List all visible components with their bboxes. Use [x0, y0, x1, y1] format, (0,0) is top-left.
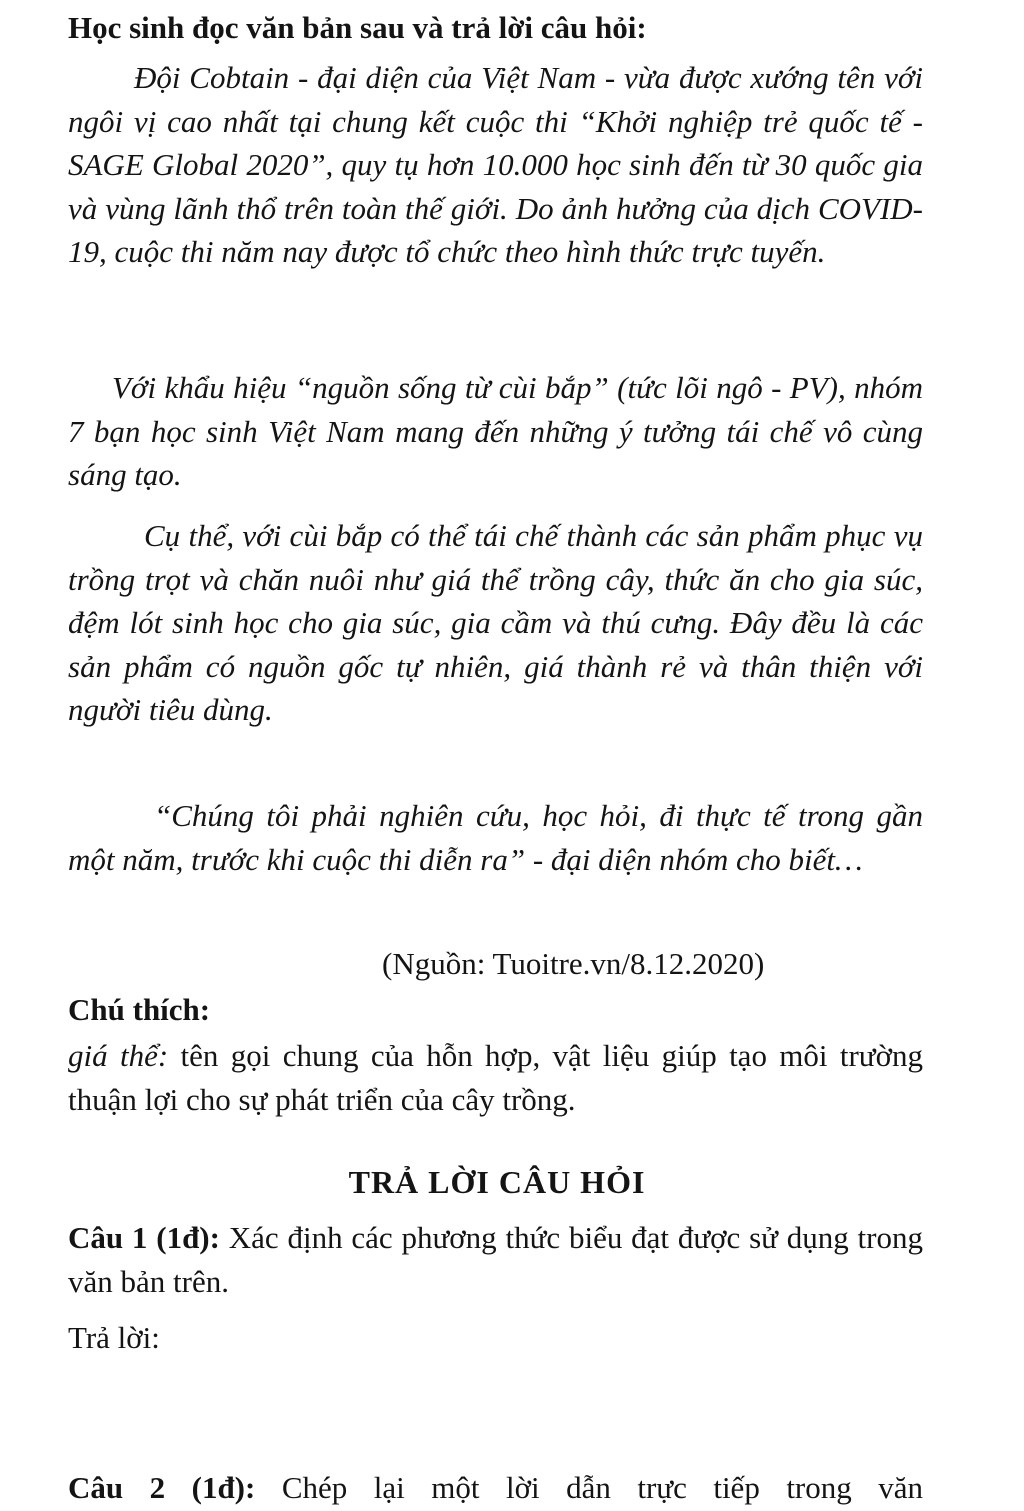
note-term: giá thể: — [68, 1038, 169, 1073]
passage-paragraph-3: Cụ thể, với cùi bắp có thể tái chế thành các sản phẩm phục vụ trồng trọt và chăn nuôi như giá thể trồng cây, thức ăn cho gia súc, đệm lót sinh học cho gia súc, gia cầm và thú cưng. Đây đều là các sản phẩm có nguồn gốc tự nhiên, giá thành rẻ và thân thiện với người tiêu dùng. — [68, 518, 923, 728]
passage-paragraph-1: Đội Cobtain - đại diện của Việt Nam - vừa được xướng tên với ngôi vị cao nhất tại chung kết cuộc thi “Khởi nghiệp trẻ quốc tế - SAGE Global 2020”, quy tụ hơn 10.000 học sinh đến từ 30 quốc gia và vùng lãnh thổ trên toàn thế giới. Do ảnh hưởng của dịch COVID-19, cuộc thi năm nay được tổ chức theo hình thức trực tuyến. — [68, 60, 923, 270]
passage-paragraph-4: “Chúng tôi phải nghiên cứu, học hỏi, đi thực tế trong gần một năm, trước khi cuộc thi diễn ra” - đại diện nhóm cho biết… — [68, 798, 923, 877]
section-title: TRẢ LỜI CÂU HỎI — [348, 1164, 646, 1200]
passage-paragraph-2: Với khẩu hiệu “nguồn sống từ cùi bắp” (tức lõi ngô - PV), nhóm 7 bạn học sinh Việt Nam mang đến những ý tưởng tái chế vô cùng sáng tạo. — [68, 370, 923, 493]
question-2-label: Câu 2 (1đ): — [68, 1470, 256, 1505]
question-1-text: Xác định các phương thức biểu đạt được sử dụng trong văn bản trên. — [68, 1220, 923, 1299]
answer-label: Trả lời: — [68, 1320, 160, 1355]
source-citation: (Nguồn: Tuoitre.vn/8.12.2020) — [382, 946, 765, 981]
question-2 — [68, 1466, 923, 1510]
question-1-label: Câu 1 (1đ): — [68, 1220, 220, 1255]
note-body — [68, 1034, 923, 1122]
instruction-heading: Học sinh đọc văn bản sau và trả lời câu hỏi: — [68, 10, 647, 45]
question-2-text: Chép lại một lời dẫn trực tiếp trong văn — [255, 1470, 924, 1505]
note-title: Chú thích: — [68, 992, 211, 1027]
question-1 — [68, 1216, 923, 1304]
note-definition: tên gọi chung của hỗn hợp, vật liệu giúp tạo môi trường thuận lợi cho sự phát triển của cây trồng. — [68, 1038, 924, 1117]
